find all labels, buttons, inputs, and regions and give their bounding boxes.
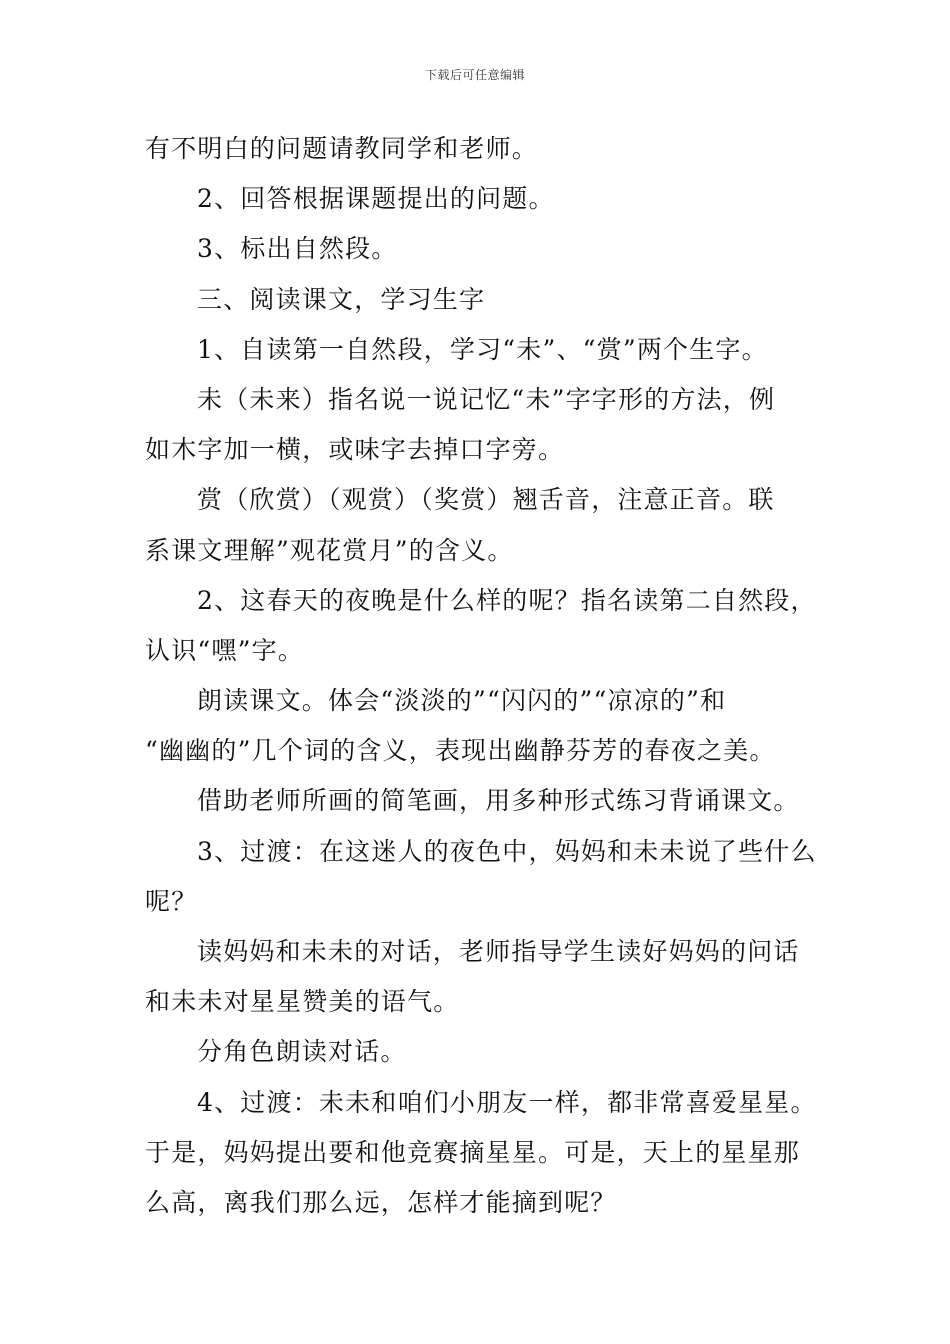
text-line: 2、这春天的夜晚是什么样的呢？指名读第二自然段，: [197, 585, 817, 615]
text-line: “幽幽的”几个词的含义，表现出幽静芬芳的春夜之美。: [145, 736, 776, 766]
text-line: 认识“嘿”字。: [145, 635, 304, 665]
text-line: 三、阅读课文，学习生字: [197, 284, 486, 314]
text-line: 于是，妈妈提出要和他竞赛摘星星。可是，天上的星星那: [145, 1137, 801, 1167]
text-line: 么高，离我们那么远，怎样才能摘到呢？: [145, 1187, 617, 1217]
text-line: 2、回答根据课题提出的问题。: [197, 184, 555, 214]
text-line: 3、标出自然段。: [197, 234, 398, 264]
text-line: 4、过渡：未未和咱们小朋友一样，都非常喜爱星星。: [197, 1087, 817, 1117]
text-line: 借助老师所画的简笔画，用多种形式练习背诵课文。: [197, 786, 800, 816]
text-line: 分角色朗读对话。: [197, 1037, 407, 1067]
text-line: 朗读课文。体会“淡淡的”“闪闪的”“凉凉的”和: [197, 686, 727, 716]
text-line: 赏（欣赏）（观赏）（奖赏）翘舌音，注意正音。联: [197, 485, 775, 515]
text-line: 有不明白的问题请教同学和老师。: [145, 134, 539, 163]
document-body: [145, 124, 817, 1228]
text-line: 系课文理解”观花赏月”的含义。: [145, 535, 514, 565]
text-line: 3、过渡：在这迷人的夜色中，妈妈和未未说了些什么: [197, 836, 817, 866]
text-line: 如木字加一横，或味字去掉口字旁。: [145, 435, 565, 465]
text-line: 呢？: [145, 886, 198, 916]
text-line: 1、自读第一自然段，学习“未”、“赏”两个生字。: [197, 334, 768, 364]
page-header-note: 下载后可任意编辑: [424, 68, 525, 82]
text-line: 和未未对星星赞美的语气。: [145, 987, 460, 1017]
text-line: 未（未来）指名说一说记忆“未”字字形的方法，例: [197, 384, 776, 414]
text-line: 读妈妈和未未的对话，老师指导学生读好妈妈的问话: [197, 937, 800, 966]
